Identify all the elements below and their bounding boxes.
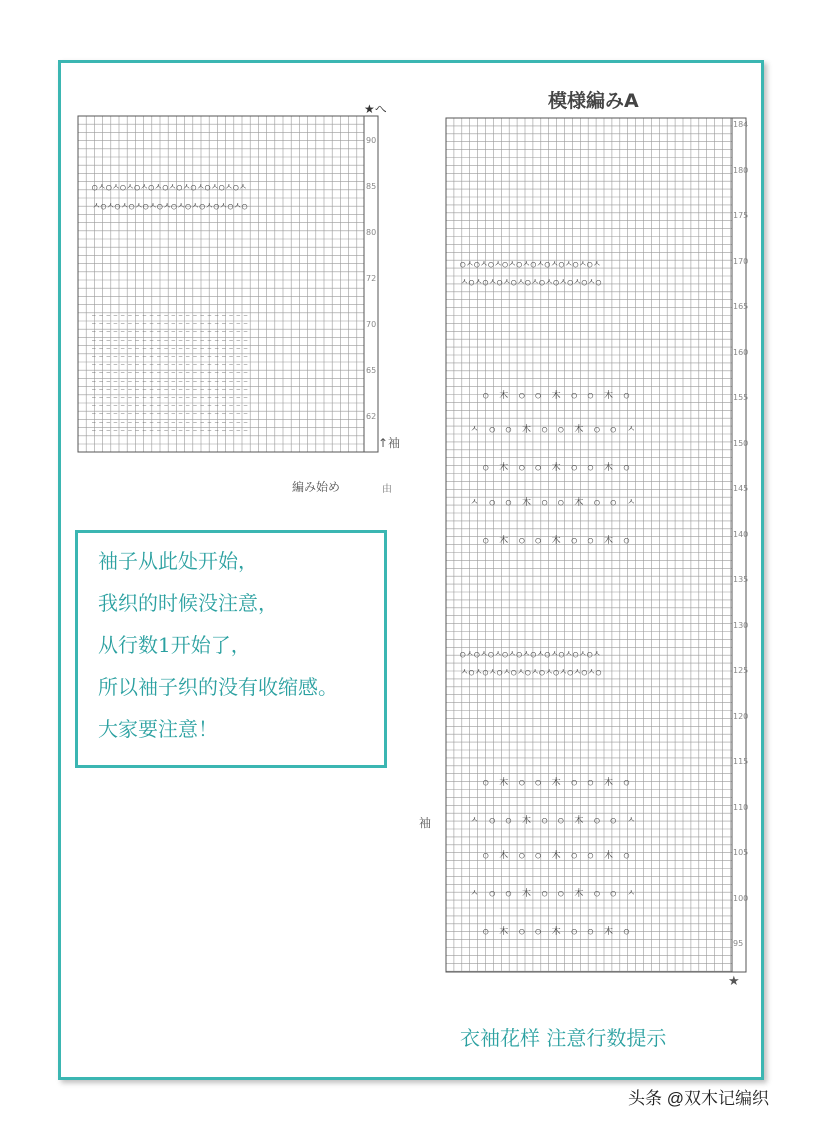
right-motif-row: ㅅ ○ ○ 木 ○ ○ 木 ○ ○ ㅅ [470, 425, 636, 435]
left-dash-row: — — — — — — — — — — — — — — — — — — — — — — [92, 385, 248, 393]
left-chart-start-label: 編み始め [292, 480, 341, 494]
left-row-number: 72 [366, 274, 377, 283]
right-row-number: 155 [733, 393, 749, 402]
left-dash-row: — — — — — — — — — — — — — — — — — — — — — — [92, 361, 248, 369]
left-chart-top-marker: ★へ [364, 102, 387, 116]
right-row-number: 180 [733, 165, 749, 175]
left-row-number: 62 [366, 412, 377, 421]
left-chart-sleeve-marker: ↑袖 [378, 436, 401, 450]
right-lace-row: ㅅ○ㅅ○ㅅ○ㅅ○ㅅ○ㅅ○ㅅ○ㅅ○ㅅ○ㅅ○ [460, 278, 602, 288]
left-dash-row: — — — — — — — — — — — — — — — — — — — — — — [92, 402, 248, 410]
figure-caption: 衣袖花样 注意行数提示 [460, 1026, 667, 1050]
right-motif-row: ○ 木 ○ ○ 木 ○ ○ 木 ○ [483, 536, 630, 546]
left-row-number: 90 [366, 136, 377, 145]
right-motif-row: ㅅ ○ ○ 木 ○ ○ 木 ○ ○ ㅅ [470, 498, 636, 508]
note-line: 我织的时候没注意， [98, 591, 278, 615]
left-dash-row: — — — — — — — — — — — — — — — — — — — — — — [92, 353, 248, 360]
right-motif-row: ㅅ ○ ○ 木 ○ ○ 木 ○ ○ ㅅ [470, 816, 636, 826]
pattern-title: 模様編みA [548, 90, 639, 112]
left-dash-row: — — — — — — — — — — — — — — — — — — — — — — [92, 369, 248, 377]
left-dash-row: — — — — — — — — — — — — — — — — — — — — — — [92, 312, 248, 319]
right-row-number: 105 [733, 848, 749, 857]
right-row-number: 145 [733, 484, 749, 493]
right-row-number: 184 [733, 120, 749, 129]
right-lace-row: ○ㅅ○ㅅ○ㅅ○ㅅ○ㅅ○ㅅ○ㅅ○ㅅ○ㅅ○ㅅ [460, 650, 602, 660]
left-dash-row: — — — — — — — — — — — — — — — — — — — — — — [92, 336, 248, 344]
right-row-number: 165 [733, 302, 749, 311]
note-line: 袖子从此处开始， [98, 549, 258, 573]
right-chart-sleeve-label: 袖 [419, 816, 432, 830]
left-dash-row: — — — — — — — — — — — — — — — — — — — — — — [92, 418, 248, 426]
right-motif-row: ㅅ ○ ○ 木 ○ ○ 木 ○ ○ ㅅ [470, 889, 636, 899]
left-lace-row: ㅅ○ㅅ○ㅅ○ㅅ○ㅅ○ㅅ○ㅅ○ㅅ○ㅅ○ㅅ○ㅅ○ [92, 202, 248, 212]
left-dash-row: — — — — — — — — — — — — — — — — — — — — — — [92, 328, 248, 336]
right-row-number: 130 [733, 620, 749, 630]
left-lace-row: ○ㅅ○ㅅ○ㅅ○ㅅ○ㅅ○ㅅ○ㅅ○ㅅ○ㅅ○ㅅ○ㅅ [92, 183, 248, 193]
right-row-number: 160 [733, 347, 749, 357]
right-row-number: 100 [733, 893, 749, 903]
left-chart-bottom-glyph: 由 [382, 484, 392, 495]
left-dash-row: — — — — — — — — — — — — — — — — — — — — — — [92, 426, 248, 434]
left-dash-row: — — — — — — — — — — — — — — — — — — — — — — [92, 410, 248, 418]
right-row-number: 150 [733, 438, 749, 448]
left-knitting-chart [60, 100, 390, 500]
right-lace-row: ○ㅅ○ㅅ○ㅅ○ㅅ○ㅅ○ㅅ○ㅅ○ㅅ○ㅅ○ㅅ [460, 260, 602, 270]
left-row-number: 85 [366, 182, 377, 191]
right-motif-row: ○ 木 ○ ○ 木 ○ ○ 木 ○ [483, 778, 630, 788]
right-row-number: 140 [733, 529, 749, 539]
right-motif-row: ○ 木 ○ ○ 木 ○ ○ 木 ○ [483, 391, 630, 401]
right-motif-row: ○ 木 ○ ○ 木 ○ ○ 木 ○ [483, 851, 630, 861]
source-watermark: 头条 @双木记编织 [628, 1089, 769, 1108]
left-row-number: 70 [366, 320, 377, 329]
right-motif-row: ○ 木 ○ ○ 木 ○ ○ 木 ○ [483, 463, 630, 473]
note-line: 所以袖子织的没有收缩感。 [98, 675, 338, 699]
note-line: 大家要注意！ [98, 717, 218, 741]
right-motif-row: ○ 木 ○ ○ 木 ○ ○ 木 ○ [483, 927, 630, 937]
right-row-number: 95 [733, 939, 744, 948]
right-row-number: 110 [733, 802, 749, 812]
right-chart-bottom-star: ★ [728, 974, 740, 989]
left-dash-row: — — — — — — — — — — — — — — — — — — — — — — [92, 320, 248, 328]
right-lace-row: ㅅ○ㅅ○ㅅ○ㅅ○ㅅ○ㅅ○ㅅ○ㅅ○ㅅ○ㅅ○ [460, 668, 602, 678]
note-box [75, 530, 387, 768]
left-dash-row: — — — — — — — — — — — — — — — — — — — — — — [92, 344, 248, 352]
left-dash-row: — — — — — — — — — — — — — — — — — — — — — — [92, 377, 248, 385]
left-row-number: 80 [366, 228, 377, 237]
right-row-number: 175 [733, 211, 749, 220]
right-row-number: 170 [733, 256, 749, 266]
right-row-number: 125 [733, 666, 749, 675]
right-row-number: 115 [733, 757, 749, 766]
note-line: 从行数1开始了， [98, 633, 251, 657]
right-row-number: 135 [733, 575, 749, 584]
right-row-number: 120 [733, 711, 749, 721]
left-dash-row: — — — — — — — — — — — — — — — — — — — — — — [92, 394, 248, 401]
left-row-number: 65 [366, 366, 377, 375]
